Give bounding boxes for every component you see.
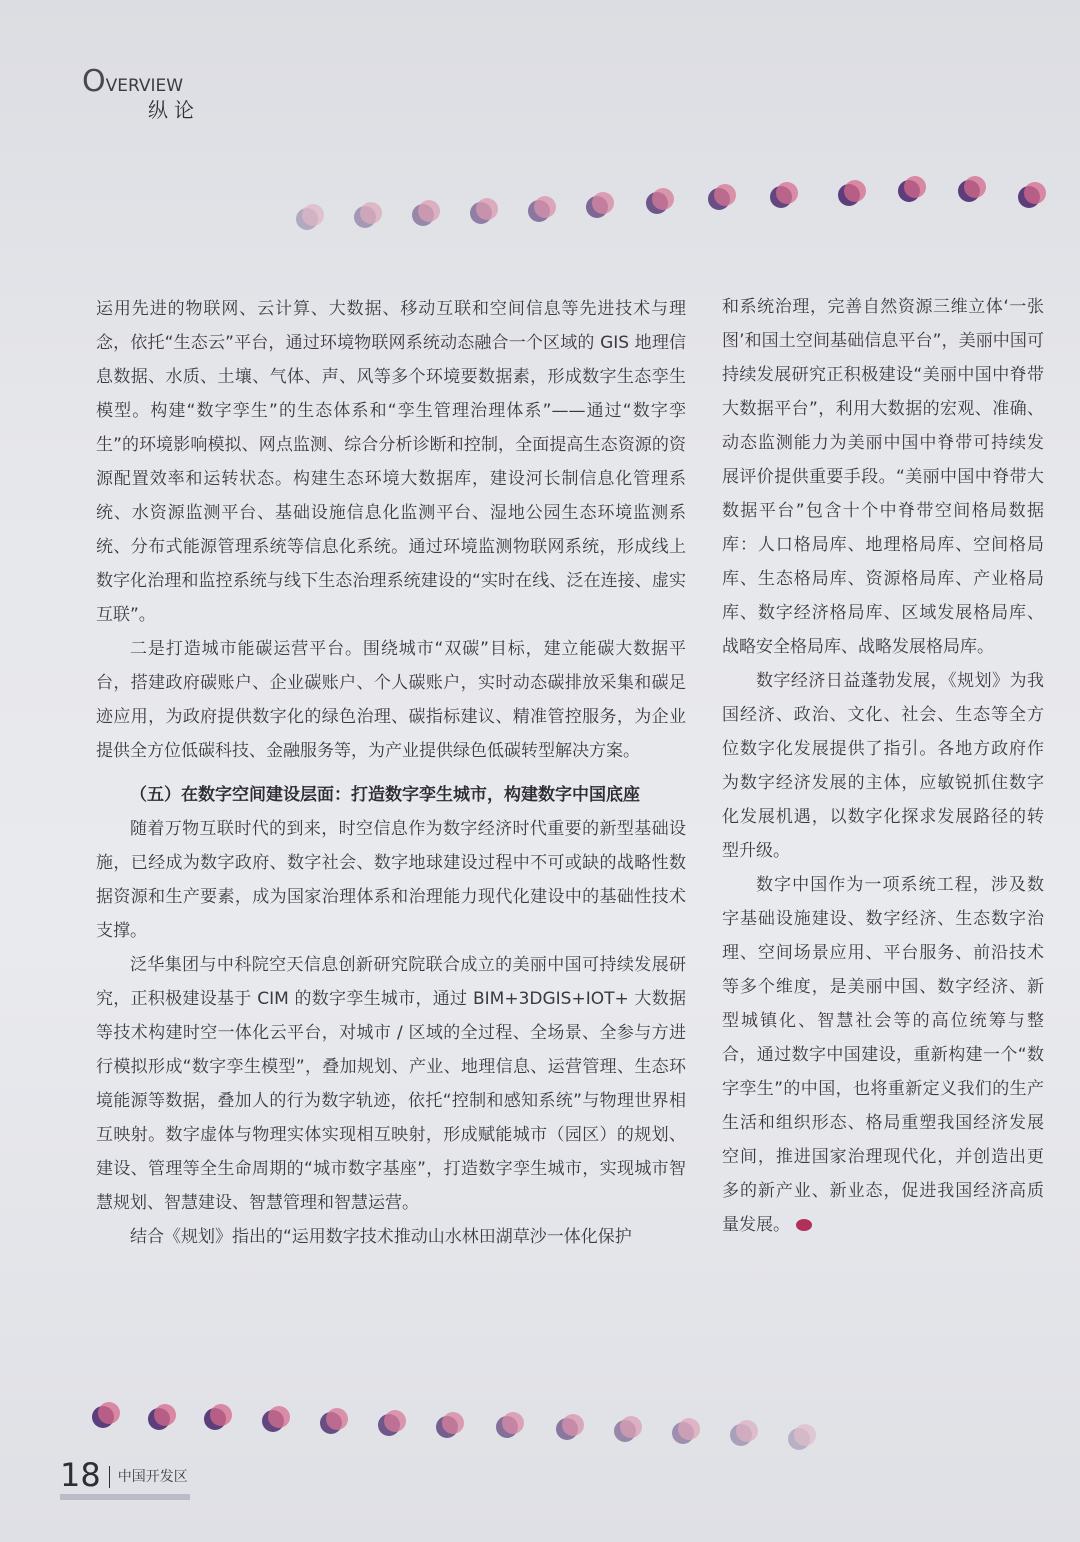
decor-dot-icon <box>470 200 492 222</box>
body-paragraph: 二是打造城市能碳运营平台。围绕城市“双碳”目标，建立能碳大数据平台，搭建政府碳账户、企业碳账户、个人碳账户，实时动态碳排放采集和碳足迹应用，为政府提供数字化的绿色治理、碳指标建议、精准管控服务，为企业提供全方位低碳科技、金融服务等，为产业提供绿色低碳转型解决方案。 <box>96 639 686 761</box>
decor-dot-icon <box>262 1408 284 1430</box>
decor-dot-icon <box>148 1406 170 1428</box>
decor-dot-icon <box>204 1406 226 1428</box>
section-title-cn: 纵论 <box>148 98 200 122</box>
decor-dot-icon <box>92 1404 114 1426</box>
decor-dot-icon <box>1018 184 1040 206</box>
right-text-column <box>722 290 1044 1242</box>
page-footer <box>60 1458 188 1492</box>
decor-dot-icon <box>320 1410 342 1432</box>
decor-dot-icon <box>838 182 860 204</box>
decor-dot-icon <box>556 1416 578 1438</box>
decor-dot-icon <box>898 178 920 200</box>
decor-dot-icon <box>296 206 318 228</box>
decor-dot-icon <box>436 1414 458 1436</box>
decor-dot-icon <box>354 204 376 226</box>
decor-dot-icon <box>614 1418 636 1440</box>
left-text-column <box>96 292 686 1254</box>
magazine-name: 中国开发区 <box>117 1469 188 1485</box>
decor-dot-icon <box>378 1412 400 1434</box>
decor-dot-icon <box>646 190 668 212</box>
decor-dot-icon <box>708 186 730 208</box>
body-paragraph-text: 数字中国作为一项系统工程，涉及数字基础设施建设、数字经济、生态数字治理、空间场景应用、平台服务、前沿技术等多个维度，是美丽中国、数字经济、新型城镇化、智慧社会等的高位统筹与整合，通过数字中国建设，重新构建一个“数字孪生”的中国，也将重新定义我们的生产生活和组织形态、格局重塑我国经济发展空间，推进国家治理现代化，并创造出更多的新产业、新业态，促进我国经济高质量发展。 <box>722 875 1044 1235</box>
section-heading: （五）在数字空间建设层面：打造数字孪生城市，构建数字中国底座 <box>130 785 640 805</box>
decor-dot-icon <box>528 198 550 220</box>
body-paragraph: 数字经济日益蓬勃发展，《规划》为我国经济、政治、文化、社会、生态等全方位数字化发展提供了指引。各地方政府作为数字经济发展的主体，应敏锐抓住数字化发展机遇，以数字化探求发展路径的转型升级。 <box>722 671 1044 861</box>
decor-dot-icon <box>672 1420 694 1442</box>
decor-dot-icon <box>958 178 980 200</box>
decor-dot-icon <box>788 1426 810 1448</box>
brand-word: VERVIEW <box>105 76 184 96</box>
brand-initial: O <box>82 64 106 99</box>
body-paragraph: 随着万物互联时代的到来，时空信息作为数字经济时代重要的新型基础设施，已经成为数字政府、数字社会、数字地球建设过程中不可或缺的战略性数据资源和生产要素，成为国家治理体系和治理能力现代化建设中的基础性技术支撑。 <box>96 819 686 941</box>
top-dot-row <box>0 170 1080 240</box>
end-mark-icon <box>796 1219 812 1231</box>
decor-dot-icon <box>730 1422 752 1444</box>
decor-dot-icon <box>586 194 608 216</box>
page-number: 18 <box>60 1456 101 1494</box>
decor-dot-icon <box>496 1414 518 1436</box>
body-paragraph: 运用先进的物联网、云计算、大数据、移动互联和空间信息等先进技术与理念，依托“生态云”平台，通过环境物联网系统动态融合一个区域的 GIS 地理信息数据、水质、土壤、气体、声、风等多个环境要数据素，形成数字生态孪生模型。构建“数字孪生”的生态体系和“孪生管理治理体系”——通过“数字孪生”的环境影响模拟、网点监测、综合分析诊断和控制，全面提高生态资源的资源配置效率和运转状态。构建生态环境大数据库，建设河长制信息化管理系统、水资源监测平台、基础设施信息化监测平台、湿地公园生态环境监测系统、分布式能源管理系统等信息化系统。通过环境监测物联网系统，形成线上数字化治理和监控系统与线下生态治理系统建设的“实时在线、泛在连接、虚实互联”。 <box>96 299 686 625</box>
decor-dot-icon <box>770 184 792 206</box>
footer-divider <box>109 1466 110 1488</box>
body-paragraph: 和系统治理，完善自然资源三维立体‘一张图’和国土空间基础信息平台”，美丽中国可持续发展研究正积极建设“美丽中国中脊带大数据平台”，利用大数据的宏观、准确、动态监测能力为美丽中国中脊带可持续发展评价提供重要手段。“美丽中国中脊带大数据平台”包含十个中脊带空间格局数据库：人口格局库、地理格局库、空间格局库、生态格局库、资源格局库、产业格局库、数字经济格局库、区域发展格局库、战略安全格局库、战略发展格局库。 <box>722 297 1044 657</box>
footer-bar <box>60 1494 190 1500</box>
decor-dot-icon <box>412 202 434 224</box>
body-paragraph: 泛华集团与中科院空天信息创新研究院联合成立的美丽中国可持续发展研究，正积极建设基于 CIM 的数字孪生城市，通过 BIM+3DGIS+IOT+ 大数据等技术构建时空一体化云平台，对城市 / 区域的全过程、全场景、全参与方进行模拟形成“数字孪生模型”，叠加规划、产业、地理信息、运营管理、生态环境能源等数据，叠加人的行为数字轨迹，依托“控制和感知系统”与物理世界相互映射。数字虚体与物理实体实现相互映射，形成赋能城市（园区）的规划、建设、管理等全生命周期的“城市数字基座”，打造数字孪生城市，实现城市智慧规划、智慧建设、智慧管理和智慧运营。 <box>96 955 686 1213</box>
body-paragraph <box>722 868 1044 1242</box>
body-paragraph: 结合《规划》指出的“运用数字技术推动山水林田湖草沙一体化保护 <box>130 1227 632 1247</box>
